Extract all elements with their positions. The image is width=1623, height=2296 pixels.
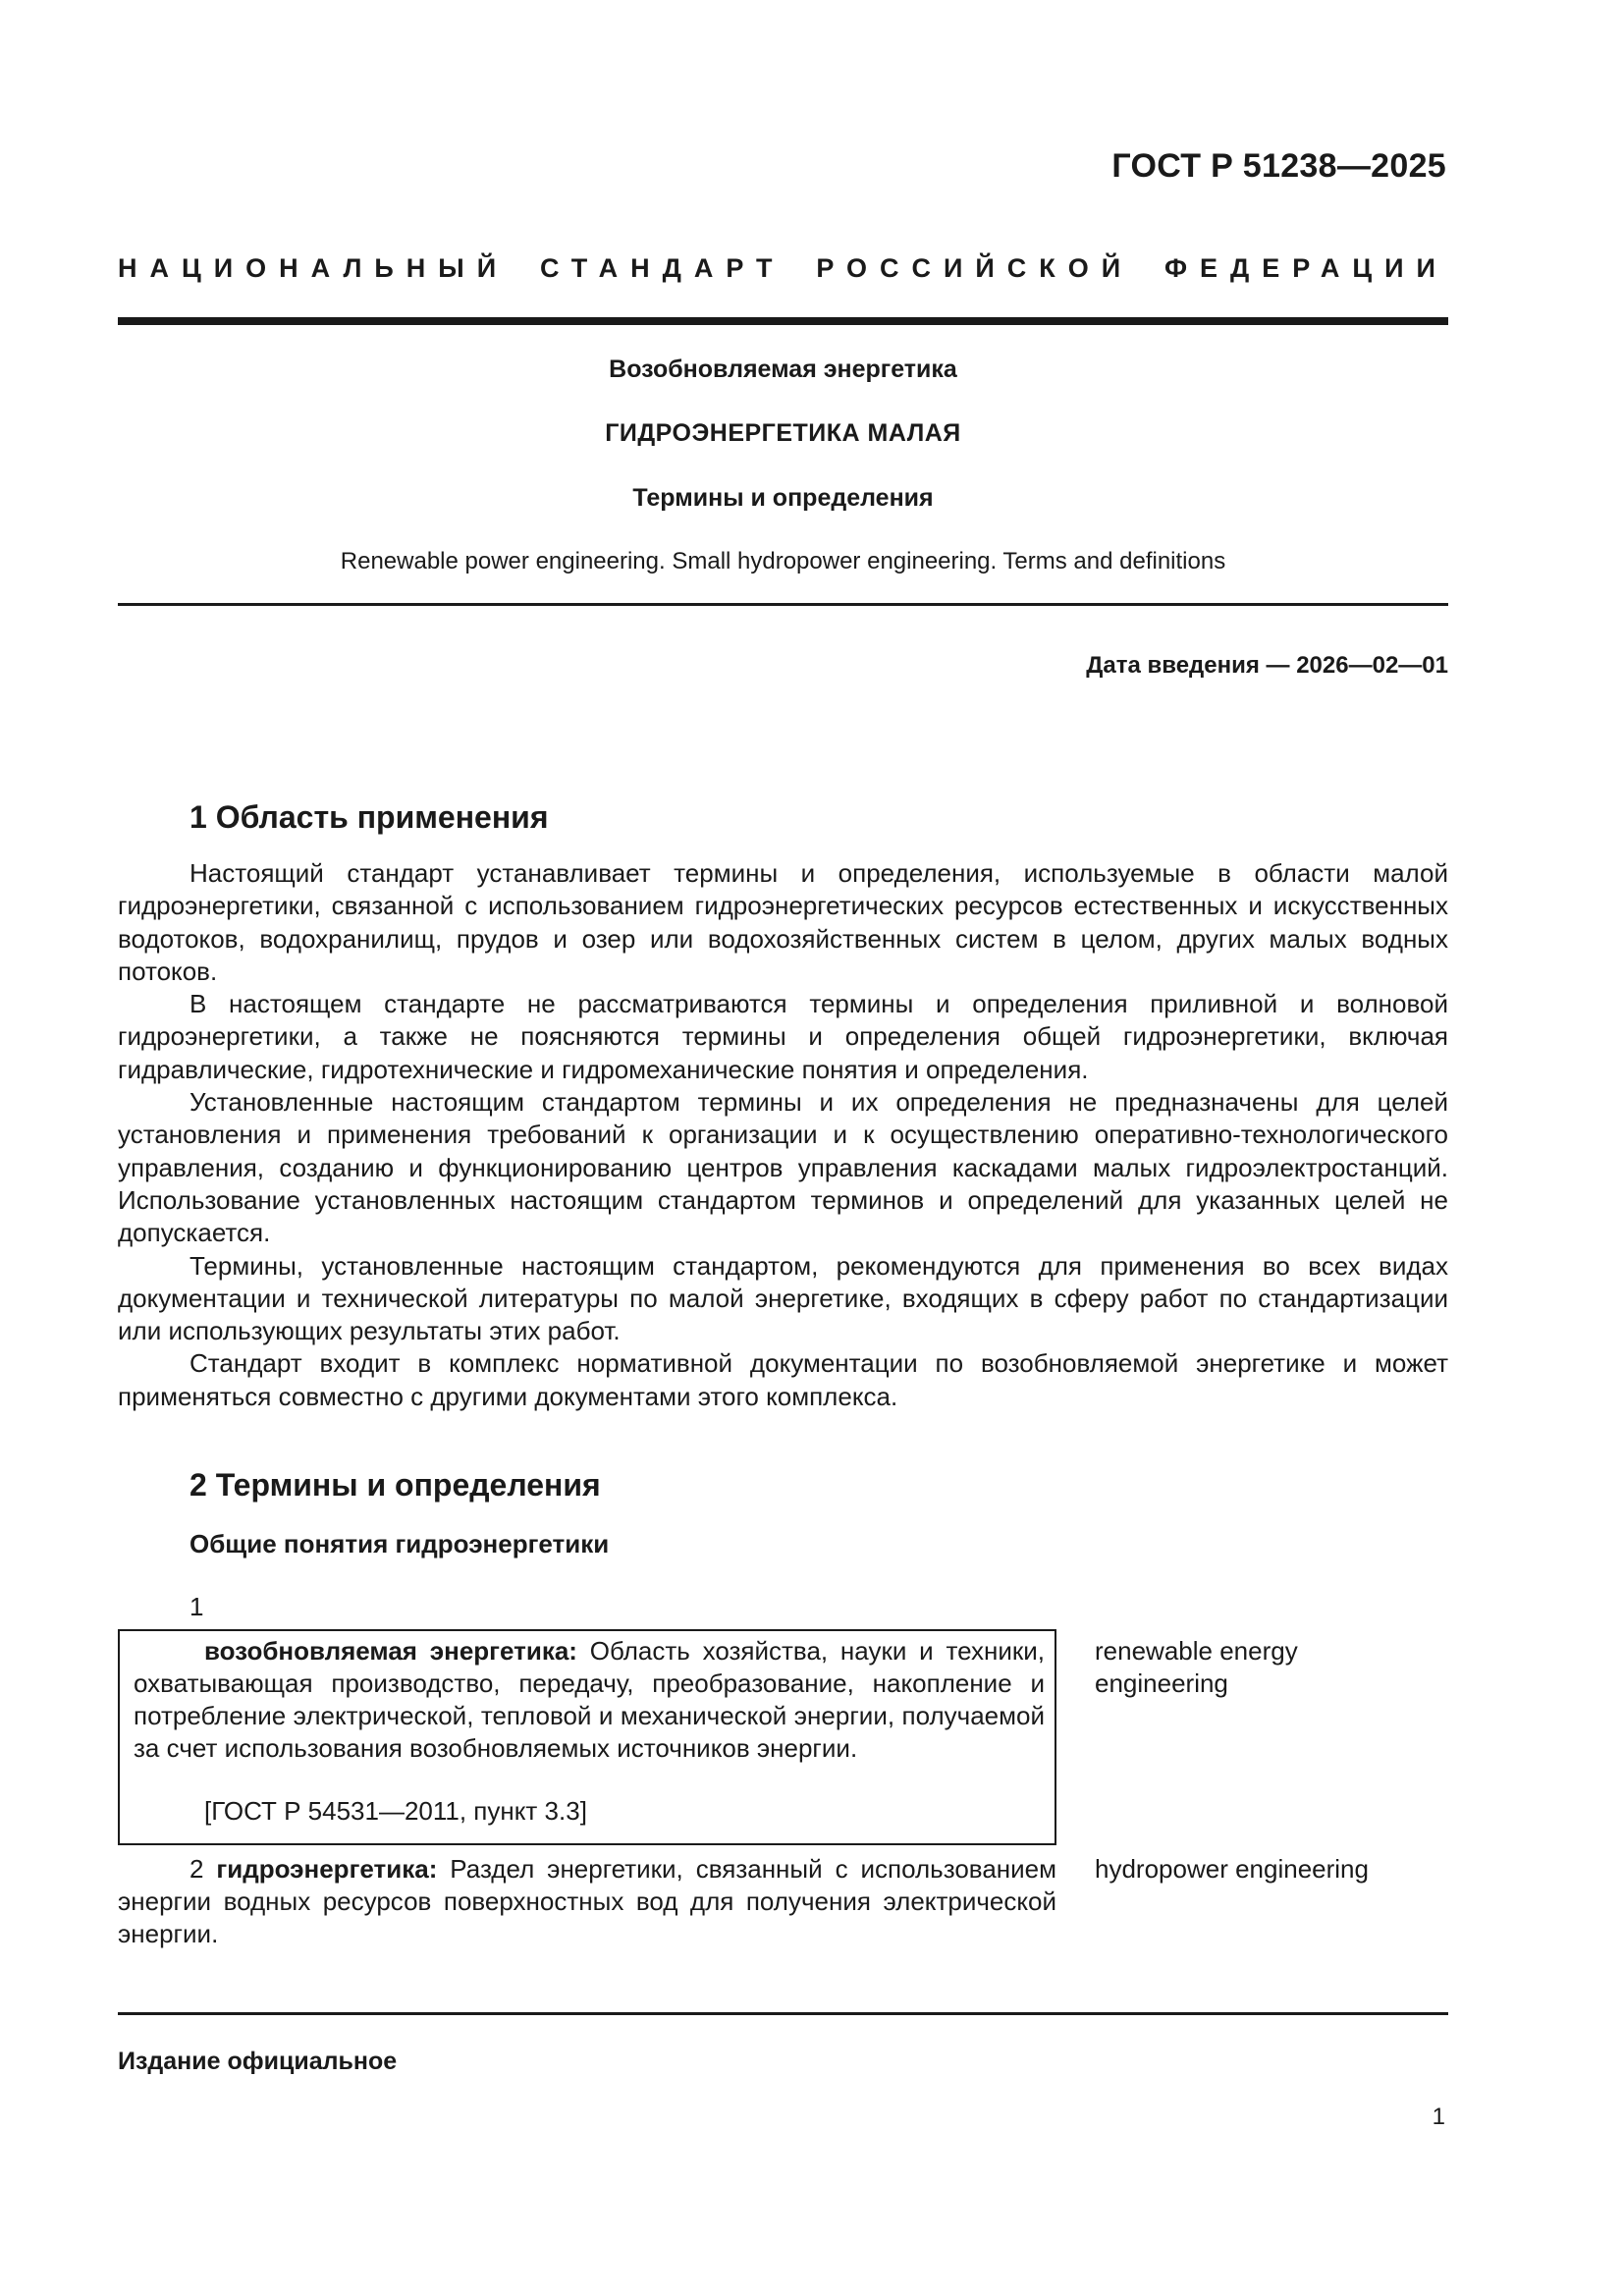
title-main: ГИДРОЭНЕРГЕТИКА МАЛАЯ xyxy=(605,419,961,447)
title-rule xyxy=(118,603,1448,606)
section-1-heading: 1 Область применения xyxy=(189,799,549,835)
title-sub: Термины и определения xyxy=(632,484,934,512)
standard-designation: ГОСТ Р 51238—2025 xyxy=(1111,147,1446,185)
title-area: Возобновляемая энергетика xyxy=(609,355,957,383)
edition-label: Издание официальное xyxy=(118,2048,398,2075)
subsection-heading: Общие понятия гидроэнергетики xyxy=(189,1529,610,1558)
section-1-body xyxy=(118,857,1448,1413)
national-word: НАЦИОНАЛЬНЫЙ xyxy=(118,253,510,283)
paragraph: Установленные настоящим стандартом термины и их определения не предназначены для целей установления и применения требований к организации и к осуществлению оперативно-технологического управления, созданию и функционированию центров управления каскадами малых гидроэлектростанций. Использование установленных настоящим стандартом терминов и определений для указанных целей не допускается. xyxy=(118,1087,1448,1248)
term-1-english: renewable energy engineering xyxy=(1095,1636,1298,1698)
footer-rule xyxy=(118,2012,1448,2015)
national-word: ФЕДЕРАЦИИ xyxy=(1164,253,1448,283)
term-2-english: hydropower engineering xyxy=(1095,1854,1369,1884)
term-2-definition: Раздел энергетики, связанный с использованием энергии водных ресурсов поверхностных вод для получения электрической энергии. xyxy=(118,1854,1057,1948)
header-rule-thick xyxy=(118,317,1448,325)
term-2-number: 2 xyxy=(189,1854,204,1884)
paragraph: Настоящий стандарт устанавливает термины и определения, используемые в области малой гидроэнергетики, связанной с использованием гидроэнергетических ресурсов естественных и искусственных водотоков, водохранилищ, прудов и озер или водохозяйственных систем в целом, других малых водных потоков. xyxy=(118,858,1448,986)
paragraph: Стандарт входит в комплекс нормативной документации по возобновляемой энергетике и может применяться совместно с другими документами этого комплекса. xyxy=(118,1348,1448,1411)
term-number: 1 xyxy=(189,1592,204,1621)
term-2-name: гидроэнергетика: xyxy=(216,1854,438,1884)
term-1-name: возобновляемая энергетика: xyxy=(204,1636,577,1666)
paragraph: Термины, установленные настоящим стандартом, рекомендуются для применения во всех видах документации и технической литературы по малой энергетике, входящих в сферу работ по стандартизации или использующих результаты этих работ. xyxy=(118,1250,1448,1346)
title-english: Renewable power engineering. Small hydropower engineering. Terms and definitions xyxy=(340,548,1226,574)
date-of-introduction: Дата введения — 2026—02—01 xyxy=(1086,652,1448,679)
page-number: 1 xyxy=(1432,2104,1445,2130)
term-1-source: [ГОСТ Р 54531—2011, пункт 3.3] xyxy=(204,1796,587,1826)
section-2-heading: 2 Термины и определения xyxy=(189,1467,601,1503)
paragraph: В настоящем стандарте не рассматриваются термины и определения приливной и волновой гидроэнергетики, а также не поясняются термины и определения общей гидроэнергетики, включая гидравлические, гидротехнические и гидромеханические понятия и определения. xyxy=(118,989,1448,1084)
term-1-text xyxy=(134,1635,1045,1765)
national-word: СТАНДАРТ xyxy=(539,253,785,283)
national-standard-heading xyxy=(118,253,1448,284)
national-word: РОССИЙСКОЙ xyxy=(816,253,1134,283)
term-2-text xyxy=(118,1853,1056,1950)
term-1-definition: Область хозяйства, науки и техники, охватывающая производство, передачу, преобразование, накопление и потребление электрической, тепловой и механической энергии, получаемой за счет использования возобновляемых источников энергии. xyxy=(134,1636,1046,1763)
